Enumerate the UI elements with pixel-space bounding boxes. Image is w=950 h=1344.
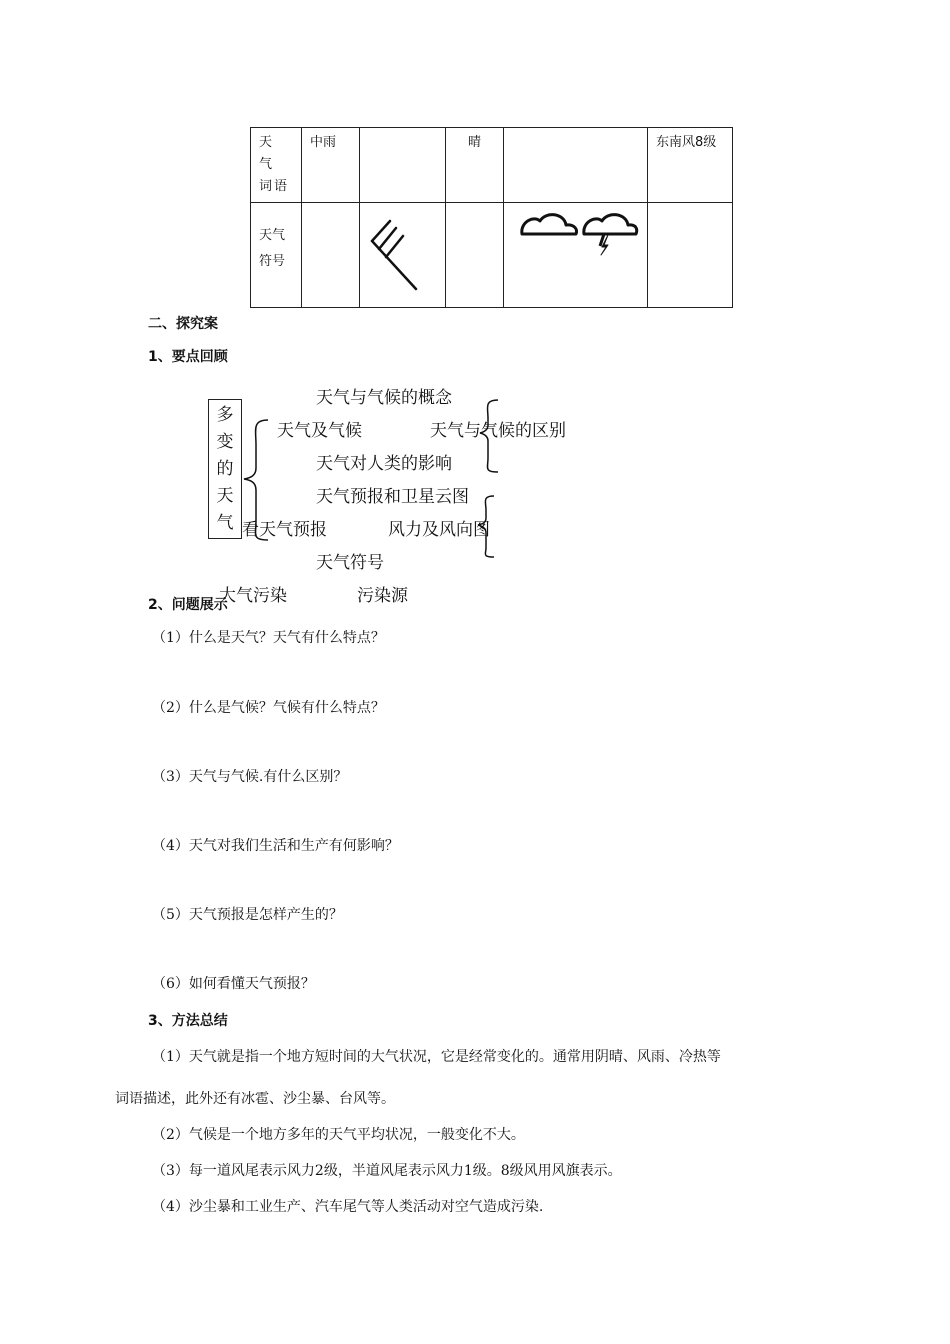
mindmap-influence: 天气对人类的影响 <box>316 454 452 474</box>
mindmap-read-forecast: 看天气预报 <box>242 520 327 540</box>
mindmap-concept: 天气与气候的概念 <box>316 388 452 408</box>
summary-paragraph-cont: 词语描述，此外还有冰雹、沙尘暴、台风等。 <box>115 1091 395 1107</box>
question-item: （2）什么是气候？气候有什么特点？ <box>152 700 385 716</box>
subsection-title: 2、问题展示 <box>148 597 228 613</box>
summary-paragraph: （2）气候是一个地方多年的天气平均状况，一般变化不大。 <box>152 1127 525 1143</box>
summary-paragraph: （4）沙尘暴和工业生产、汽车尾气等人类活动对空气造成污染. <box>152 1199 544 1215</box>
mindmap-difference: 天气与气候的区别 <box>430 421 566 441</box>
cell-text: 中雨 <box>310 135 337 150</box>
summary-paragraph: （3）每一道风尾表示风力2级，半道风尾表示风力1级。8级风用风旗表示。 <box>152 1163 622 1179</box>
mindmap-wind: 风力及风向图 <box>388 520 490 540</box>
question-item: （4）天气对我们生活和生产有何影响？ <box>152 838 399 854</box>
root-char: 变 <box>216 432 234 452</box>
question-item: （6）如何看懂天气预报？ <box>152 976 315 992</box>
header-line: 天 气 <box>259 135 275 172</box>
header-line: 符号 <box>259 254 286 269</box>
mindmap-symbols: 天气符号 <box>316 553 384 573</box>
cell-text: 晴 <box>468 135 482 150</box>
root-char: 的 <box>216 459 234 479</box>
subsection-title: 3、方法总结 <box>148 1013 228 1029</box>
question-item: （5）天气预报是怎样产生的？ <box>152 907 343 923</box>
header-line: 天气 <box>259 228 286 243</box>
section-title: 二、探究案 <box>148 316 218 332</box>
root-char: 天 <box>216 486 234 506</box>
root-char: 气 <box>216 513 234 533</box>
subsection-title: 1、要点回顾 <box>148 349 228 365</box>
mindmap-pollution-source: 污染源 <box>357 586 408 606</box>
question-item: （1）什么是天气？天气有什么特点？ <box>152 630 385 646</box>
summary-paragraph: （1）天气就是指一个地方短时间的大气状况，它是经常变化的。通常用阴晴、风雨、冷热等 <box>152 1049 721 1065</box>
mindmap-weather-climate: 天气及气候 <box>277 421 362 441</box>
mindmap-air-pollution: 大气污染 <box>219 586 287 606</box>
mindmap-forecast-cloud: 天气预报和卫星云图 <box>316 487 469 507</box>
question-item: （3）天气与气候.有什么区别？ <box>152 769 348 785</box>
cell-text: 东南风8级 <box>656 135 717 150</box>
root-char: 多 <box>216 405 234 425</box>
header-line: 词语 <box>259 179 290 194</box>
